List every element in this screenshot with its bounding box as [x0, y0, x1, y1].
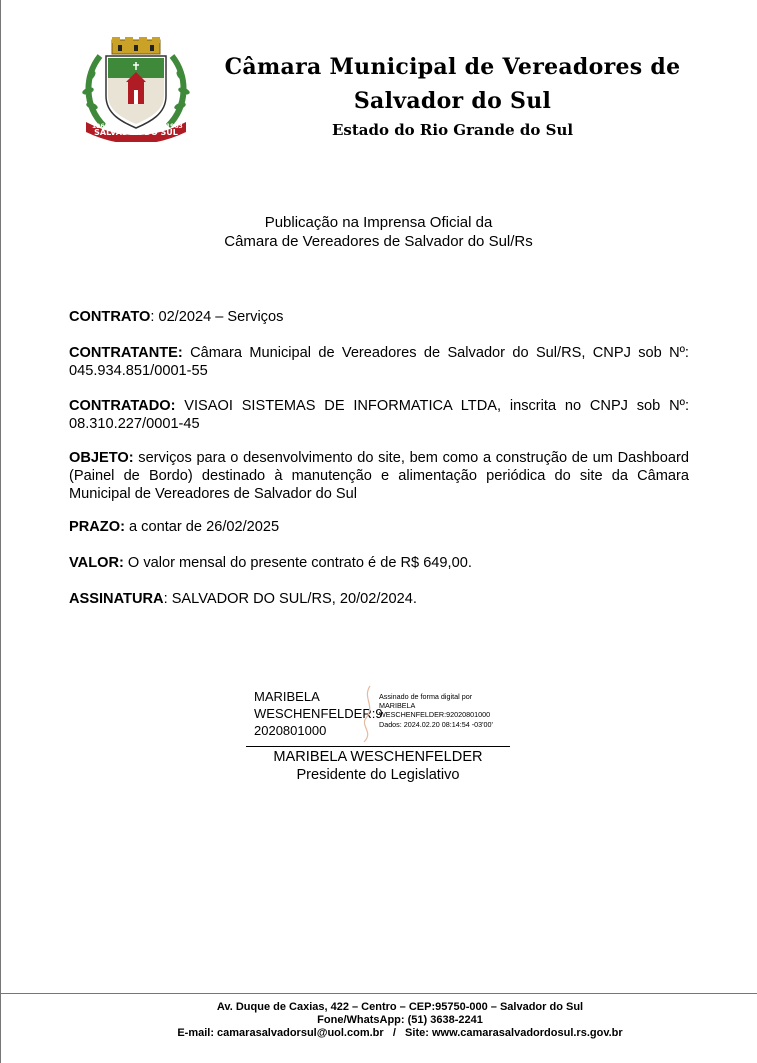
field-objeto-value: serviços para o desenvolvimento do site, bem como a construção de um Dashboard (Painel de Bordo) destinado à manutenção e alimentação periódica do site da Câmara Municipal de Vereadores de Salvador do Sul — [69, 450, 689, 502]
signature-digital-line3: WESCHENFELDER:92020801000 — [379, 710, 491, 720]
header-subtitle: Estado do Rio Grande do Sul — [331, 121, 574, 139]
field-assinatura — [69, 590, 689, 608]
signatory-name: MARIBELA WESCHENFELDER — [273, 749, 483, 765]
signature-cert-line1: MARIBELA — [254, 689, 320, 704]
field-contrato-label: CONTRATO — [69, 309, 151, 325]
field-contratante-value: Câmara Municipal de Vereadores de Salvador do Sul/RS, CNPJ sob Nº: 045.934.851/0001-55 — [69, 345, 689, 379]
field-valor-value: O valor mensal do presente contrato é de R$ 649,00. — [123, 555, 472, 571]
footer-contact: E-mail: camarasalvadorsul@uol.com.br / Site: www.camarasalvadordosul.rs.gov.br — [177, 1027, 623, 1039]
field-assinatura-value: : SALVADOR DO SUL/RS, 20/02/2024. — [163, 591, 417, 607]
signature-cert-line3: 2020801000 — [254, 723, 327, 738]
signature-digital-line4: Dados: 2024.02.20 08:14:54 -03'00' — [379, 719, 493, 729]
logo-banner-text: SALVADOR DO SUL — [94, 128, 178, 137]
publication-line2: Câmara de Vereadores de Salvador do Sul/Rs — [224, 233, 533, 250]
municipal-coat-of-arms-logo — [78, 36, 194, 142]
header-title-line1: Câmara Municipal de Vereadores de — [224, 54, 681, 80]
field-objeto — [69, 449, 689, 503]
field-prazo-label: PRAZO: — [69, 519, 125, 535]
footer-divider — [0, 993, 757, 994]
field-contratante — [69, 344, 689, 380]
field-contratado-value: VISAOI SISTEMAS DE INFORMATICA LTDA, inscrita no CNPJ sob Nº: 08.310.227/0001-45 — [69, 398, 689, 432]
field-prazo-value: a contar de 26/02/2025 — [124, 519, 280, 535]
field-objeto-label: OBJETO: — [69, 450, 134, 466]
digital-signature-details — [379, 692, 493, 729]
field-valor-label: VALOR: — [69, 555, 124, 571]
field-contrato — [69, 308, 689, 326]
signature-cert-line2: WESCHENFELDER:9 — [254, 706, 383, 721]
field-prazo — [69, 518, 689, 536]
publication-line1: Publicação na Imprensa Oficial da — [264, 214, 493, 231]
footer-phone: Fone/WhatsApp: (51) 3638-2241 — [317, 1014, 483, 1026]
field-assinatura-label: ASSINATURA — [69, 591, 164, 607]
footer-address: Av. Duque de Caxias, 422 – Centro – CEP:95750-000 – Salvador do Sul — [216, 1001, 584, 1013]
logo-year-right: 1963 — [166, 123, 183, 130]
signature-digital-line1: Assinado de forma digital por — [379, 692, 473, 701]
header-title-line2: Salvador do Sul — [353, 88, 552, 114]
signature-line — [246, 746, 510, 747]
page-left-border — [0, 0, 1, 1063]
field-contratado — [69, 397, 689, 433]
field-valor — [69, 554, 689, 572]
signatory-role: Presidente do Legislativo — [296, 767, 460, 783]
logo-year-left: 1961 — [92, 123, 109, 130]
field-contratante-label: CONTRATANTE: — [69, 345, 183, 361]
field-contratado-label: CONTRATADO: — [69, 398, 176, 414]
signature-digital-line2: MARIBELA — [379, 701, 416, 711]
field-contrato-value: : 02/2024 – Serviços — [150, 309, 284, 325]
